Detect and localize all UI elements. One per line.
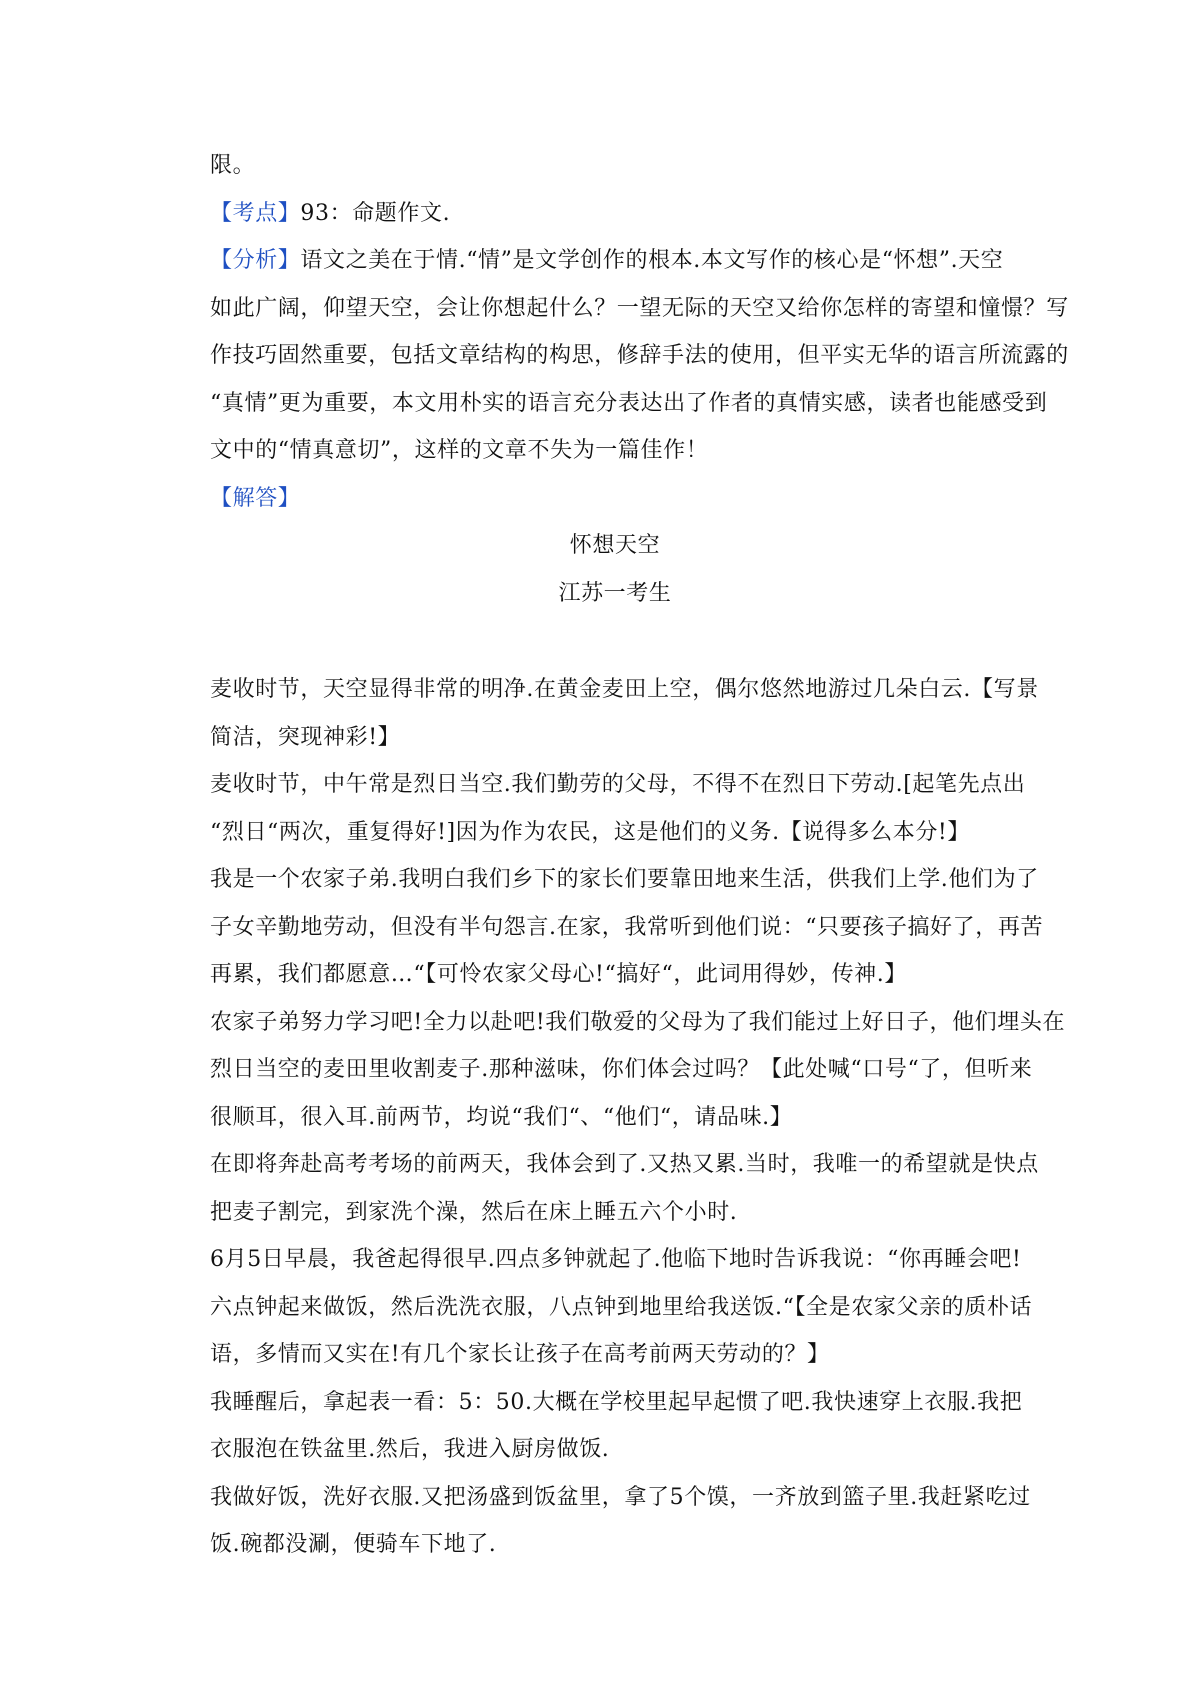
essay-line: 很顺耳，很入耳.前两节，均说“我们“、“他们“，请品味.】 — [210, 1104, 793, 1130]
document-body — [210, 142, 1069, 1569]
blank-line — [210, 617, 1020, 666]
essay-line: 衣服泡在铁盆里.然后，我进入厨房做饭. — [210, 1437, 610, 1462]
essay-line: 农家子弟努力学习吧!全力以赴吧!我们敬爱的父母为了我们能过上好日子，他们埋头在 — [210, 1009, 1066, 1035]
jieda-line — [210, 475, 1020, 523]
essay-line: 我睡醒后，拿起表一看：5：50.大概在学校里起早起惯了吧.我快速穿上衣服.我把 — [210, 1389, 1023, 1415]
essay-line: 我做好饭，洗好衣服.又把汤盛到饭盆里，拿了5个馍，一齐放到篮子里.我赶紧吃过 — [210, 1484, 1031, 1510]
text-line: 文中的“情真意切”，这样的文章不失为一篇佳作！ — [210, 438, 709, 463]
text-line: 作技巧固然重要，包括文章结构的构思，修辞手法的使用，但平实无华的语言所流露的 — [210, 343, 1069, 368]
essay-line: 在即将奔赴高考考场的前两天，我体会到了.又热又累.当时，我唯一的希望就是快点 — [210, 1152, 1039, 1177]
essay-line: 把麦子割完，到家洗个澡，然后在床上睡五六个小时. — [210, 1199, 738, 1225]
essay-title: 怀想天空 — [569, 533, 661, 558]
kaodian-line: 【考点】93：命题作文. — [210, 200, 451, 226]
text-line: 如此广阔，仰望天空，会让你想起什么？一望无际的天空又给你怎样的寄望和憧憬？写 — [210, 295, 1069, 321]
essay-line: 6月5日早晨，我爸起得很早.四点多钟就起了.他临下地时告诉我说：“你再睡会吧! — [210, 1247, 1022, 1272]
essay-line: “烈日“两次，重复得好!]因为作为农民，这是他们的义务.【说得多么本分!】 — [210, 819, 970, 845]
essay-line: 子女辛勤地劳动，但没有半句怨言.在家，我常听到他们说：“只要孩子搞好了，再苦 — [210, 914, 1044, 940]
essay-line: 语，多情而又实在!有几个家长让孩子在高考前两天劳动的？】 — [210, 1342, 830, 1367]
kaodian-tag: 【考点】 — [210, 200, 301, 226]
fenxi-line: 【分析】语文之美在于情.“情”是文学创作的根本.本文写作的核心是“怀想”.天空 — [210, 248, 1004, 273]
text-line: “真情”更为重要，本文用朴实的语言充分表达出了作者的真情实感，读者也能感受到 — [210, 390, 1048, 416]
essay-line: 再累，我们都愿意…“【可怜农家父母心!“搞好“，此词用得妙，传神.】 — [210, 962, 907, 987]
fenxi-tag: 【分析】 — [210, 248, 301, 273]
text-line: 限。 — [210, 153, 256, 178]
essay-line: 烈日当空的麦田里收割麦子.那种滋味，你们体会过吗？【此处喊“口号“了，但听来 — [210, 1057, 1033, 1082]
essay-line: 六点钟起来做饭，然后洗洗衣服，八点钟到地里给我送饭.“【全是农家父亲的质朴话 — [210, 1294, 1033, 1320]
essay-line: 我是一个农家子弟.我明白我们乡下的家长们要靠田地来生活，供我们上学.他们为了 — [210, 867, 1039, 892]
jieda-tag: 【解答】 — [210, 485, 301, 511]
essay-line: 麦收时节，天空显得非常的明净.在黄金麦田上空，偶尔悠然地游过几朵白云.【写景 — [210, 677, 1039, 702]
essay-line: 简洁，突现神彩!】 — [210, 724, 401, 750]
essay-line: 饭.碗都没涮，便骑车下地了. — [210, 1532, 497, 1557]
essay-line: 麦收时节，中午常是烈日当空.我们勤劳的父母，不得不在烈日下劳动.[起笔先点出 — [210, 772, 1026, 797]
essay-author: 江苏一考生 — [558, 580, 672, 606]
